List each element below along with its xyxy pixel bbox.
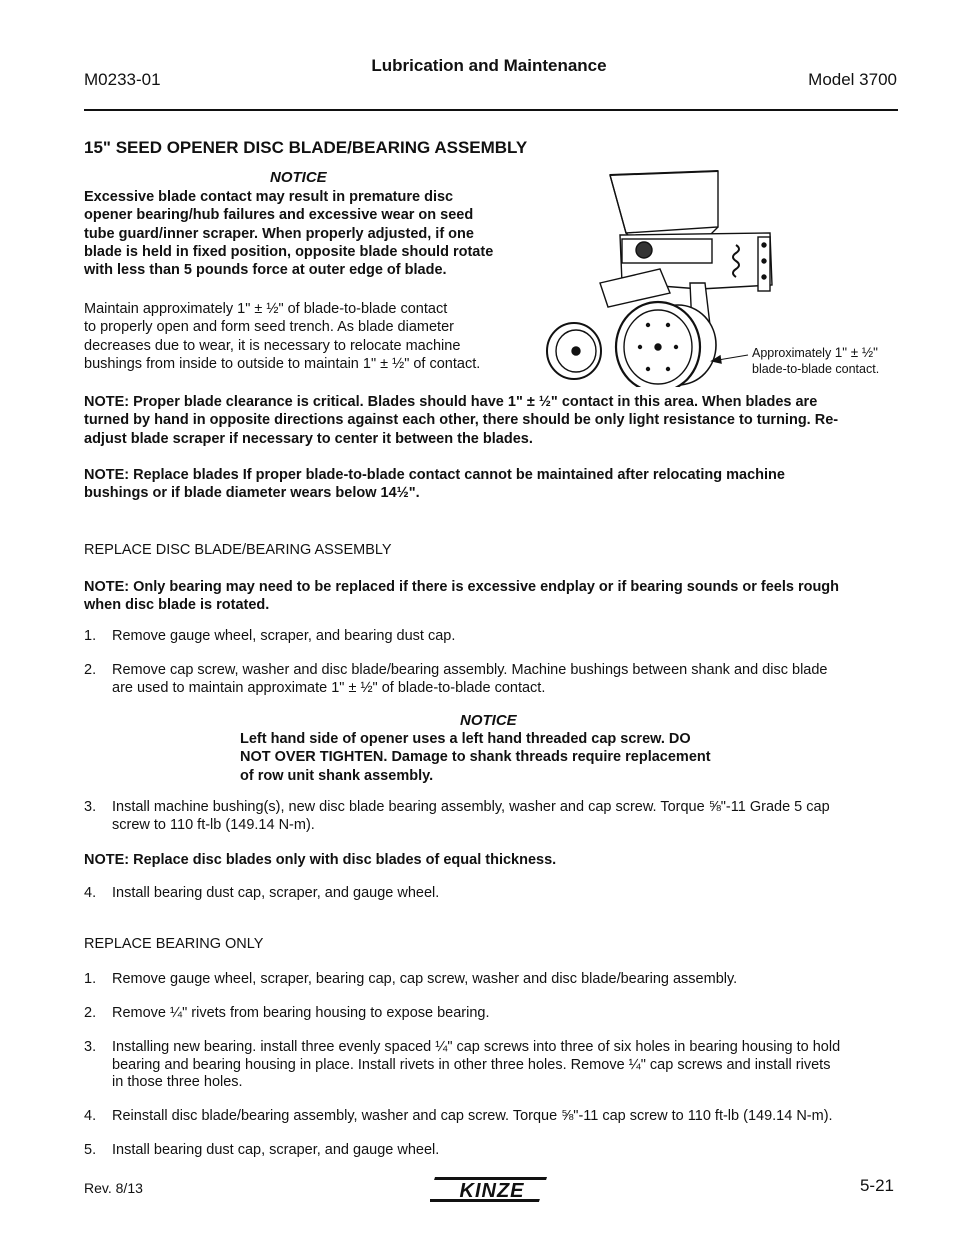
note-line: NOTE: Proper blade clearance is critical. Blades should have 1" ± ½" contact in this area. When blades are bbox=[84, 394, 818, 410]
step-text: Reinstall disc blade/bearing assembly, washer and cap screw. Torque ⅝"-11 cap screw to 110 ft-lb (149.14 N-m). bbox=[112, 1108, 833, 1124]
notice-label: NOTICE bbox=[270, 169, 327, 186]
note-line: bushings or if blade diameter wears below 14½". bbox=[84, 485, 420, 502]
list-item bbox=[84, 1142, 898, 1160]
step-number: 4. bbox=[84, 1108, 97, 1124]
note-line: turned by hand in opposite directions against each other, there should be only light resistance to turning. Re- bbox=[84, 412, 839, 429]
maintain-paragraph bbox=[84, 300, 534, 373]
section-title: 15" SEED OPENER DISC BLADE/BEARING ASSEMBLY bbox=[84, 138, 528, 157]
replace-assembly-heading: REPLACE DISC BLADE/BEARING ASSEMBLY bbox=[84, 542, 392, 558]
step-text bbox=[112, 662, 898, 697]
notice-line: tube guard/inner scraper. When properly adjusted, if one bbox=[84, 225, 474, 242]
note-line: when disc blade is rotated. bbox=[84, 597, 270, 614]
notice-line: of row unit shank assembly. bbox=[240, 767, 434, 784]
document-number: M0233-01 bbox=[84, 70, 161, 89]
step-number: 5. bbox=[84, 1142, 97, 1158]
list-item bbox=[84, 662, 898, 697]
paragraph-line: decreases due to wear, it is necessary to relocate machine bbox=[84, 337, 461, 354]
note-line: NOTE: Replace blades If proper blade-to-blade contact cannot be maintained after relocating machine bbox=[84, 467, 785, 483]
notice-body bbox=[240, 730, 780, 785]
step-line: are used to maintain approximate 1" ± ½" of blade-to-blade contact. bbox=[112, 679, 546, 696]
caption-line-1 bbox=[752, 345, 912, 361]
paragraph-line: bushings from inside to outside to maintain 1" ± ½" of contact. bbox=[84, 355, 481, 372]
chapter-title: Lubrication and Maintenance bbox=[371, 56, 607, 75]
step-line: Remove cap screw, washer and disc blade/bearing assembly. Machine bushings between shank and disc blade bbox=[112, 662, 828, 678]
list-item bbox=[84, 885, 898, 903]
step-number: 4. bbox=[84, 885, 97, 901]
step-number: 3. bbox=[84, 799, 97, 815]
caption-line-2: blade-to-blade contact. bbox=[752, 362, 880, 376]
notice-line: Excessive blade contact may result in premature disc bbox=[84, 189, 454, 205]
list-item bbox=[84, 799, 898, 834]
header-divider bbox=[84, 109, 898, 111]
step-text bbox=[112, 799, 898, 834]
step-number: 1. bbox=[84, 971, 97, 987]
step-text bbox=[112, 1039, 898, 1092]
notice-line: Left hand side of opener uses a left hand threaded cap screw. DO bbox=[240, 731, 691, 747]
kinze-logo bbox=[430, 1174, 550, 1208]
paragraph-line: to properly open and form seed trench. As blade diameter bbox=[84, 319, 454, 336]
step-line: screw to 110 ft-lb (149.14 N-m). bbox=[112, 816, 315, 833]
step-line: Installing new bearing. install three evenly spaced ¼" cap screws into three of six holes in bearing housing to hold bbox=[112, 1039, 841, 1055]
note-clearance bbox=[84, 393, 914, 448]
note-replace-blades bbox=[84, 466, 914, 503]
note-thickness: NOTE: Replace disc blades only with disc blades of equal thickness. bbox=[84, 852, 557, 868]
step-text: Remove gauge wheel, scraper, bearing cap, cap screw, washer and disc blade/bearing assembly. bbox=[112, 971, 738, 987]
list-item bbox=[84, 971, 898, 989]
logo-wordmark: KINZE bbox=[459, 1180, 525, 1202]
step-text: Install bearing dust cap, scraper, and gauge wheel. bbox=[112, 1142, 440, 1158]
step-text: Remove ¼" rivets from bearing housing to expose bearing. bbox=[112, 1005, 490, 1021]
page-number: 5-21 bbox=[859, 1176, 894, 1195]
step-line: bearing and bearing housing in place. Install rivets in other three holes. Remove ¼" cap screws and install rivets bbox=[112, 1056, 831, 1073]
revision-date: Rev. 8/13 bbox=[84, 1180, 143, 1196]
list-item bbox=[84, 1005, 898, 1023]
step-number: 2. bbox=[84, 1005, 97, 1021]
note-bearing-only bbox=[84, 578, 914, 615]
note-line: NOTE: Only bearing may need to be replaced if there is excessive endplay or if bearing sounds or feels rough bbox=[84, 579, 840, 595]
step-line: Install machine bushing(s), new disc blade bearing assembly, washer and cap screw. Torque ⅝"-11 Grade 5 cap bbox=[112, 799, 830, 815]
notice-line: opener bearing/hub failures and excessive wear on seed bbox=[84, 207, 474, 224]
notice-line: blade is held in fixed position, opposite blade should rotate bbox=[84, 243, 494, 260]
step-line: in those three holes. bbox=[112, 1074, 243, 1090]
figure-caption bbox=[752, 345, 912, 377]
seed-opener-illustration bbox=[540, 165, 785, 387]
notice-line: with less than 5 pounds force at outer edge of blade. bbox=[84, 262, 447, 279]
step-number: 3. bbox=[84, 1039, 97, 1055]
list-item bbox=[84, 628, 898, 646]
note-line: adjust blade scraper if necessary to center it between the blades. bbox=[84, 430, 533, 447]
step-number: 2. bbox=[84, 662, 97, 678]
notice-label: NOTICE bbox=[460, 712, 517, 729]
caption-measure: 1" ± ½" bbox=[834, 345, 878, 360]
step-text: Remove gauge wheel, scraper, and bearing dust cap. bbox=[112, 628, 456, 644]
step-text: Install bearing dust cap, scraper, and gauge wheel. bbox=[112, 885, 440, 901]
step-number: 1. bbox=[84, 628, 97, 644]
paragraph-line: Maintain approximately 1" ± ½" of blade-to-blade contact bbox=[84, 301, 448, 317]
list-item bbox=[84, 1039, 898, 1092]
caption-approximately: Approximately bbox=[752, 346, 832, 360]
model-name: Model 3700 bbox=[808, 70, 897, 89]
list-item bbox=[84, 1108, 898, 1126]
notice-line: NOT OVER TIGHTEN. Damage to shank threads require replacement bbox=[240, 749, 711, 766]
notice-body bbox=[84, 188, 534, 279]
replace-bearing-heading: REPLACE BEARING ONLY bbox=[84, 936, 264, 952]
